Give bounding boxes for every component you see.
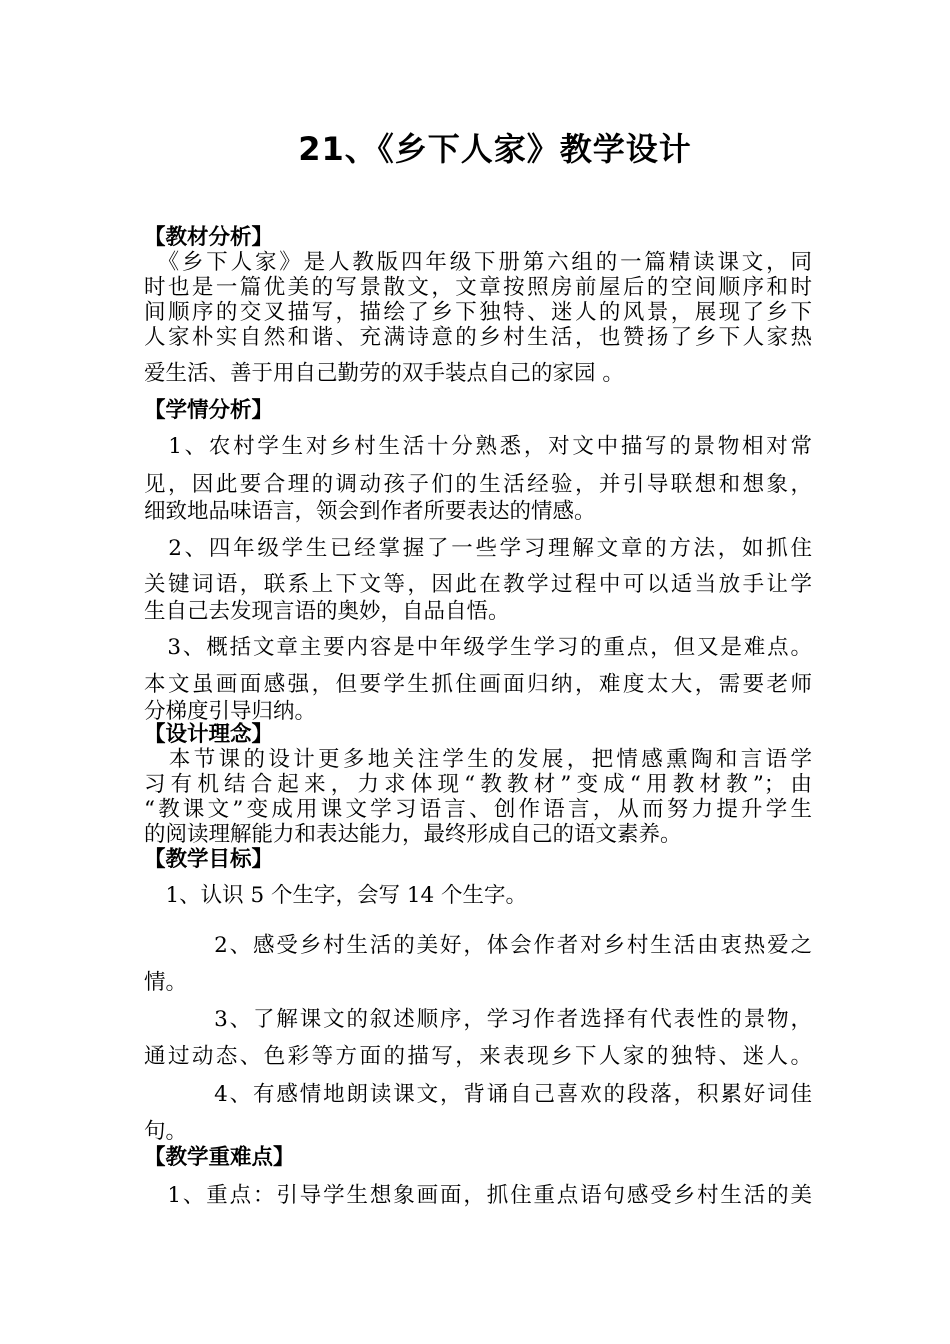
paragraph-line: 人家朴实自然和谐、充满诗意的乡村生活，也赞扬了乡下人家热 [144,325,812,350]
paragraph-line: “教课文”变成用课文学习语言、创作语言，从而努力提升学生 [144,797,812,822]
paragraph-line: 2、四年级学生已经掌握了一些学习理解文章的方法，如抓住 [144,536,812,561]
paragraph-line: 分梯度引导归纳。 [144,699,317,724]
section-heading-key-difficult-points: 【教学重难点】 [144,1145,295,1170]
section-heading-design-concept: 【设计理念】 [144,722,274,747]
paragraph-line: 的阅读理解能力和表达能力，最终形成自己的语文素养。 [144,822,682,847]
paragraph-line: 时也是一篇优美的写景散文，文章按照房前屋后的空间顺序和时 [144,275,812,300]
paragraph-line: 间顺序的交叉描写，描绘了乡下独特、迷人的风景，展现了乡下 [144,300,812,325]
paragraph-line: 3、概括文章主要内容是中年级学生学习的重点，但又是难点。 [144,635,812,660]
paragraph-line: 爱生活、善于用自己勤劳的双手装点自己的家园 。 [144,361,624,386]
section-heading-textbook-analysis: 【教材分析】 [144,225,274,250]
paragraph-line: 情。 [144,970,188,995]
paragraph-line: 1、农村学生对乡村生活十分熟悉，对文中描写的景物相对常 [144,434,812,459]
section-heading-teaching-goals: 【教学目标】 [144,847,274,872]
section-heading-learner-analysis: 【学情分析】 [144,398,274,423]
paragraph-line: 生自己去发现言语的奥妙，自品自悟。 [144,599,510,624]
paragraph-line: 1、认识 5 个生字，会写 14 个生字。 [144,883,528,908]
paragraph-line: 句。 [144,1119,188,1144]
paragraph-line: 见，因此要合理的调动孩子们的生活经验，并引导联想和想象， [144,472,812,497]
paragraph-line: 4、有感情地朗读课文，背诵自己喜欢的段落，积累好词佳 [144,1082,812,1107]
paragraph-line: 3、了解课文的叙述顺序，学习作者选择有代表性的景物， [144,1007,812,1032]
paragraph-line: 通过动态、色彩等方面的描写，来表现乡下人家的独特、迷人。 [144,1044,812,1069]
paragraph-line: 1、重点：引导学生想象画面，抓住重点语句感受乡村生活的美 [144,1183,812,1208]
paragraph-line: 本节课的设计更多地关注学生的发展，把情感熏陶和言语学 [144,747,812,772]
paragraph-line: 《乡下人家》是人教版四年级下册第六组的一篇精读课文，同 [144,250,812,275]
paragraph-line: 2、感受乡村生活的美好，体会作者对乡村生活由衷热爱之 [144,933,812,958]
document-title: 21、《乡下人家》教学设计 [298,130,692,168]
paragraph-line: 细致地品味语言，领会到作者所要表达的情感。 [144,499,596,524]
paragraph-line: 关键词语，联系上下文等，因此在教学过程中可以适当放手让学 [144,572,812,597]
paragraph-line: 本文虽画面感强，但要学生抓住画面归纳，难度太大，需要老师 [144,672,812,697]
paragraph-line: 习有机结合起来，力求体现“教教材”变成“用教材教”；由 [144,772,812,797]
